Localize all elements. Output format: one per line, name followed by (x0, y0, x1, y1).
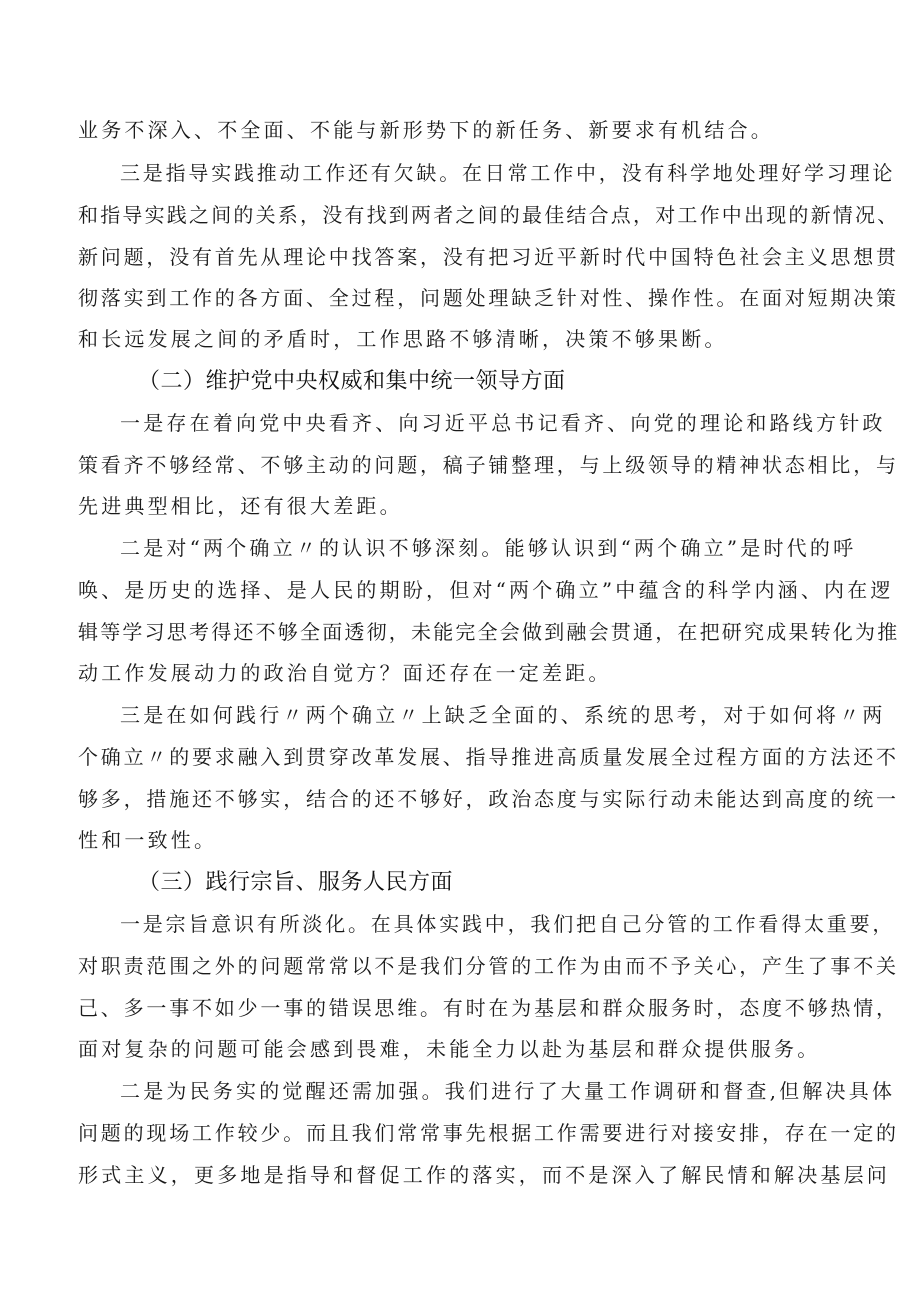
paragraph-line: 性和一致性。 (78, 828, 218, 852)
paragraph-line: 和指导实践之间的关系，没有找到两者之间的最佳结合点，对工作中出现的新情况、 (78, 203, 900, 227)
paragraph-line: 策看齐不够经常、不够主动的问题，稿子铺整理，与上级领导的精神状态相比，与 (78, 453, 899, 477)
paragraph-line: 和长远发展之间的矛盾时，工作思路不够清晰，决策不够果断。 (78, 327, 728, 351)
paragraph-line: 业务不深入、不全面、不能与新形势下的新任务、新要求有机结合。 (78, 118, 774, 142)
paragraph-line: 三是在如何践行〃两个确立〃上缺乏全面的、系统的思考，对于如何将〃两 (120, 703, 886, 727)
paragraph-line: 面对复杂的问题可能会感到畏难，未能全力以赴为基层和群众提供服务。 (78, 1037, 821, 1061)
paragraph-line: 二是对“两个确立〃的认识不够深刻。能够认识到“两个确立”是时代的呼 (120, 536, 857, 560)
paragraph-line: 形式主义，更多地是指导和督促工作的落实，而不是深入了解民情和解决基层问 (78, 1163, 890, 1187)
paragraph-line: 一是宗旨意识有所淡化。在具体实践中，我们把自己分管的工作看得太重要， (120, 912, 896, 936)
paragraph-line: 一是存在着向党中央看齐、向习近平总书记看齐、向党的理论和路线方针政 (120, 411, 886, 435)
paragraph-line: 二是为民务实的觉醒还需加强。我们进行了大量工作调研和督查,但解决具体 (120, 1079, 896, 1103)
paragraph-line: 三是指导实践推动工作还有欠缺。在日常工作中，没有科学地处理好学习理论 (120, 161, 896, 185)
paragraph-line: 己、多一事不如少一事的错误思维。有时在为基层和群众服务时，态度不够热情， (78, 996, 899, 1020)
paragraph-line: 动工作发展动力的政治自觉方？面还存在一定差距。 (78, 661, 612, 685)
paragraph-line: 问题的现场工作较少。而且我们常常事先根据工作需要进行对接安排，存在一定的 (78, 1121, 899, 1145)
paragraph-line: 彻落实到工作的各方面、全过程，问题处理缺乏针对性、操作性。在面对短期决策 (78, 286, 899, 310)
paragraph-line: 唤、是历史的选择、是人民的期盼，但对“两个确立”中蕴含的科学内涵、内在逻 (78, 578, 894, 602)
paragraph-line: 先进典型相比，还有很大差距。 (78, 494, 403, 518)
paragraph-line: 新问题，没有首先从理论中找答案，没有把习近平新时代中国特色社会主义思想贯 (78, 245, 899, 269)
paragraph-line: 辑等学习思考得还不够全面透彻，未能完全会做到融会贯通，在把研究成果转化为推 (78, 620, 900, 644)
paragraph-line: 对职责范围之外的问题常常以不是我们分管的工作为由而不予关心，产生了事不关 (78, 954, 899, 978)
section-heading: （三）践行宗旨、服务人民方面 (138, 870, 454, 895)
section-heading: （二）维护党中央权威和集中统一领导方面 (138, 369, 566, 394)
paragraph-line: 个确立〃的要求融入到贯穿改革发展、指导推进高质量发展全过程方面的方法还不 (78, 745, 899, 769)
paragraph-line: 够多，措施还不够实，结合的还不够好，政治态度与实际行动未能达到高度的统一 (78, 787, 899, 811)
